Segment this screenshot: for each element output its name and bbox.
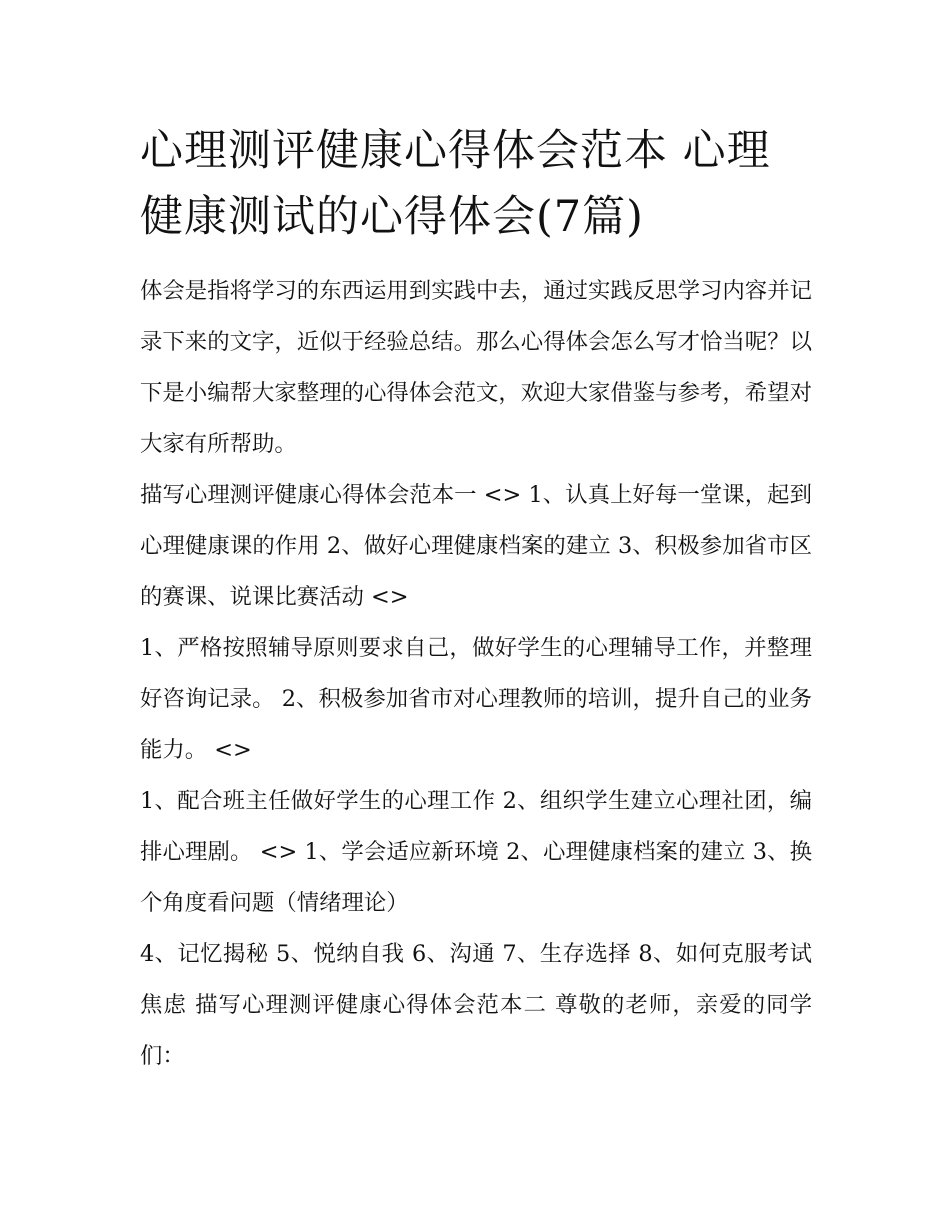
paragraph-intro: 体会是指将学习的东西运用到实践中去，通过实践反思学习内容并记录下来的文字，近似于经验总结。那么心得体会怎么写才恰当呢？以下是小编帮大家整理的心得体会范文，欢迎大家借鉴与参考，希望对大家有所帮助。 — [140, 278, 812, 457]
paragraph-counseling: 1、严格按照辅导原则要求自己，做好学生的心理辅导工作，并整理好咨询记录。 2、积极参加省市对心理教师的培训，提升自己的业务能力。 <> — [140, 635, 812, 763]
paragraph-class-work: 1、配合班主任做好学生的心理工作 2、组织学生建立心理社团，编排心理剧。 <> 1、学会适应新环境 2、心理健康档案的建立 3、换个角度看问题（情绪理论） — [140, 788, 812, 916]
paragraph-sample-one: 描写心理测评健康心得体会范本一 <> 1、认真上好每一堂课，起到心理健康课的作用 2、做好心理健康档案的建立 3、积极参加省市区的赛课、说课比赛活动 <> — [140, 482, 812, 610]
document-page — [140, 118, 812, 1082]
document-body — [140, 266, 812, 1082]
paragraph-topics: 4、记忆揭秘 5、悦纳自我 6、沟通 7、生存选择 8、如何克服考试焦虑 描写心理测评健康心得体会范本二 尊敬的老师，亲爱的同学们： — [140, 941, 812, 1069]
document-title: 心理测评健康心得体会范本 心理健康测试的心得体会(7篇) — [140, 126, 771, 242]
